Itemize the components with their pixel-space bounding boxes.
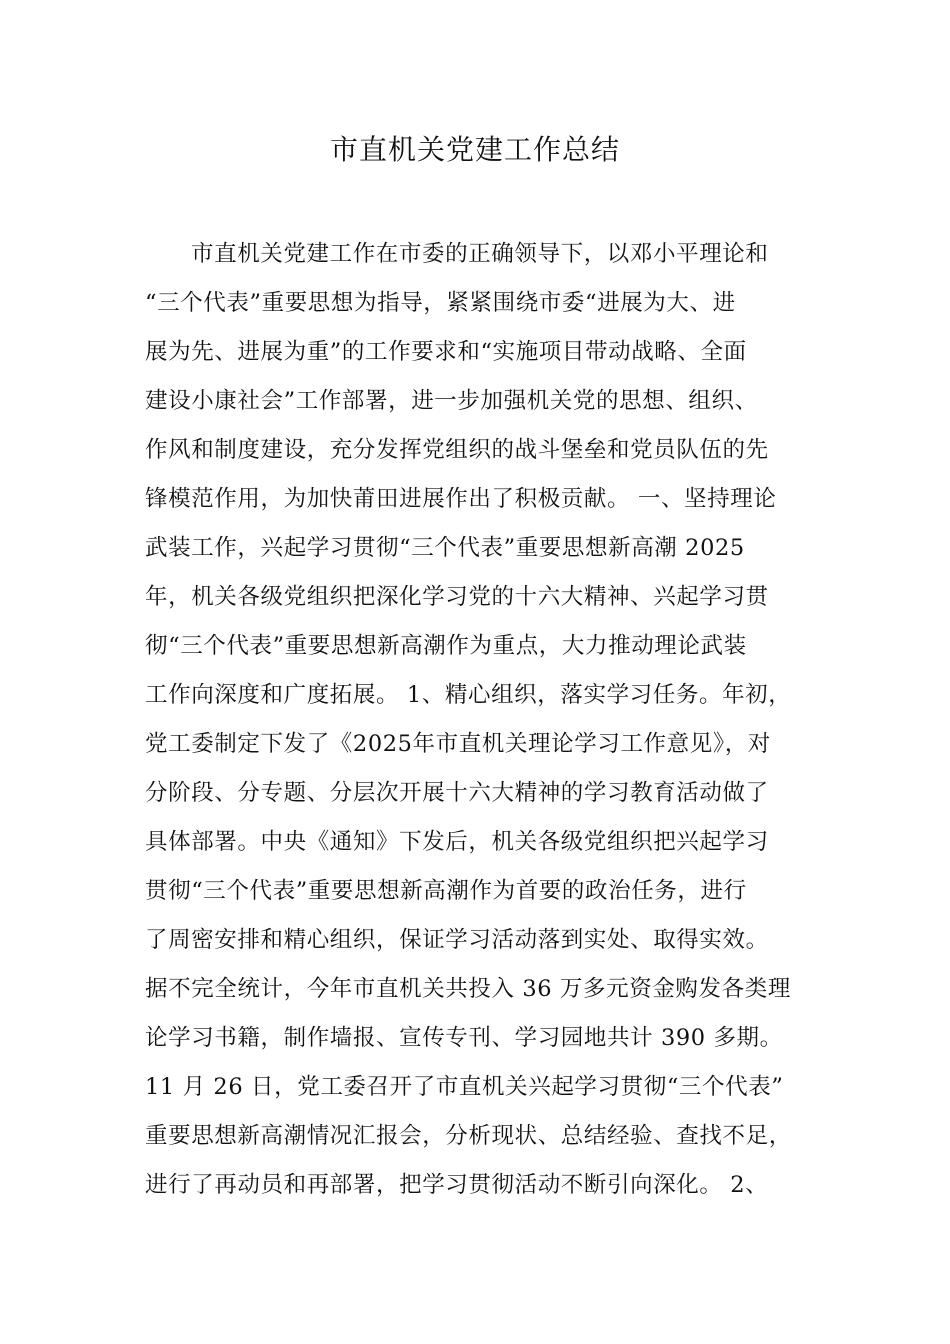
body-line: 工作向深度和广度拓展。 1、精心组织，落实学习任务。年初， <box>145 682 792 708</box>
body-line: 进行了再动员和再部署，把学习贯彻活动不断引向深化。 2、 <box>145 1172 769 1198</box>
document-title: 市直机关党建工作总结 <box>329 133 620 166</box>
body-line: 市直机关党建工作在市委的正确领导下，以邓小平理论和 <box>191 241 769 267</box>
body-line: 武装工作，兴起学习贯彻“三个代表”重要思想新高潮 2025 <box>145 535 745 561</box>
body-line: 11 月 26 日，党工委召开了市直机关兴起学习贯彻“三个代表” <box>145 1074 784 1100</box>
body-line: 贯彻“三个代表”重要思想新高潮作为首要的政治任务，进行 <box>145 878 747 904</box>
body-line: “三个代表”重要思想为指导，紧紧围绕市委“进展为大、进 <box>145 290 736 316</box>
body-line: 了周密安排和精心组织，保证学习活动落到实处、取得实效。 <box>145 927 769 953</box>
body-line: 论学习书籍，制作墙报、宣传专刊、学习园地共计 390 多期。 <box>145 1025 783 1051</box>
body-line: 党工委制定下发了《2025年市直机关理论学习工作意见》，对 <box>145 731 771 757</box>
body-line: 作风和制度建设，充分发挥党组织的战斗堡垒和党员队伍的先 <box>145 437 769 463</box>
body-line: 建设小康社会”工作部署，进一步加强机关党的思想、组织、 <box>145 388 758 414</box>
body-line: 展为先、进展为重”的工作要求和“实施项目带动战略、全面 <box>145 339 747 365</box>
body-line: 锋模范作用，为加快莆田进展作出了积极贡献。 一、坚持理论 <box>145 486 777 512</box>
body-line: 分阶段、分专题、分层次开展十六大精神的学习教育活动做了 <box>145 780 769 806</box>
body-line: 据不完全统计，今年市直机关共投入 36 万多元资金购发各类理 <box>145 976 791 1002</box>
body-line: 彻“三个代表”重要思想新高潮作为重点，大力推动理论武装 <box>145 633 747 659</box>
body-line: 重要思想新高潮情况汇报会，分析现状、总结经验、查找不足， <box>145 1123 792 1149</box>
body-line: 具体部署。中央《通知》下发后，机关各级党组织把兴起学习 <box>145 829 769 855</box>
body-line: 年，机关各级党组织把深化学习党的十六大精神、兴起学习贯 <box>145 584 769 610</box>
document-body <box>145 230 835 1210</box>
